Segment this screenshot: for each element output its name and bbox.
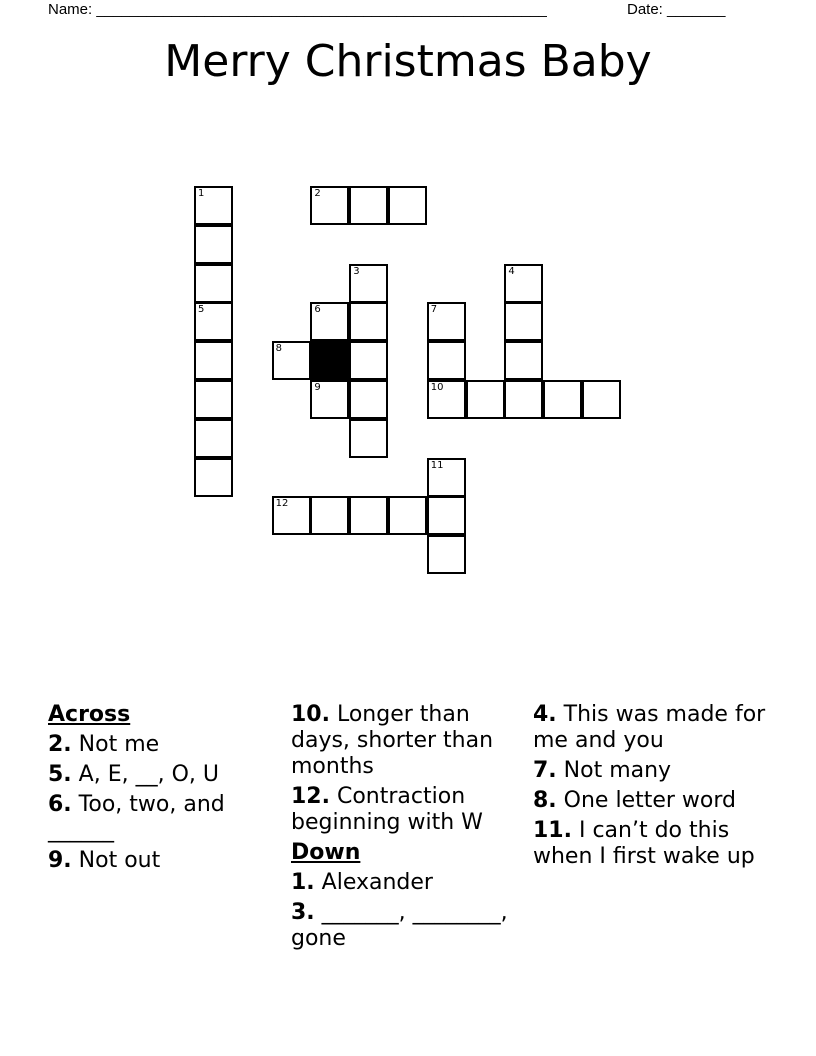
clue-down-7: 7. Not many <box>533 758 672 783</box>
clue-down-4: 4. This was made for me and you <box>533 702 766 753</box>
date-field-label: Date: _______ <box>627 1 726 18</box>
grid-cell[interactable] <box>194 186 233 225</box>
grid-cell[interactable] <box>194 380 233 419</box>
clue-number: 1 <box>198 188 205 199</box>
clue-number: 3 <box>353 265 360 277</box>
down-heading: Down <box>291 840 361 865</box>
clue-number: 5 <box>198 304 205 316</box>
clue-across-12: 12. Contraction beginning with W <box>291 784 483 835</box>
grid-cell[interactable] <box>427 458 466 497</box>
grid-cell[interactable] <box>272 496 311 535</box>
grid-cell[interactable] <box>349 419 388 458</box>
grid-cell[interactable] <box>272 341 311 380</box>
clue-number: 2 <box>314 188 321 199</box>
grid-cell[interactable] <box>427 302 466 341</box>
clue-across-6: 6. Too, two, and ______ <box>48 792 225 843</box>
grid-cell[interactable] <box>388 496 427 535</box>
grid-cell[interactable] <box>310 302 349 341</box>
clue-across-10: 10. Longer than days, shorter than months <box>291 702 494 779</box>
grid-cell[interactable] <box>427 496 466 535</box>
grid-cell[interactable] <box>427 535 466 574</box>
grid-cell[interactable] <box>310 186 349 225</box>
clue-number: 4 <box>508 265 515 277</box>
clue-down-11: 11. I can’t do this when I first wake up <box>533 818 755 869</box>
grid-cell[interactable] <box>349 186 388 225</box>
grid-cell[interactable] <box>194 341 233 380</box>
clues-column-1 <box>48 702 283 878</box>
clue-number: 8 <box>275 343 282 355</box>
grid-cell[interactable] <box>194 264 233 303</box>
grid-cell[interactable] <box>466 380 505 419</box>
clue-number: 11 <box>430 459 444 471</box>
grid-cell[interactable] <box>349 496 388 535</box>
clue-across-5: 5. A, E, __, O, U <box>48 762 219 787</box>
clues-column-3 <box>533 702 768 874</box>
clues-column-2 <box>291 702 526 956</box>
grid-cell[interactable] <box>349 302 388 341</box>
clue-down-1: 1. Alexander <box>291 870 433 895</box>
grid-cell[interactable] <box>310 380 349 419</box>
grid-cell[interactable] <box>504 341 543 380</box>
grid-cell[interactable] <box>310 496 349 535</box>
clue-across-9: 9. Not out <box>48 848 161 873</box>
grid-cell[interactable] <box>194 458 233 497</box>
grid-cell[interactable] <box>504 380 543 419</box>
name-field-label: Name: ______________________________________________________ <box>48 1 547 18</box>
grid-cell[interactable] <box>582 380 621 419</box>
across-heading: Across <box>48 702 131 727</box>
black-cell <box>310 341 349 380</box>
page-title: Merry Christmas Baby <box>164 36 652 87</box>
grid-cell[interactable] <box>427 380 466 419</box>
grid-cell[interactable] <box>349 264 388 303</box>
clue-number: 6 <box>314 304 321 316</box>
grid-cell[interactable] <box>504 264 543 303</box>
clue-down-8: 8. One letter word <box>533 788 737 813</box>
clue-number: 10 <box>430 382 444 393</box>
grid-cell[interactable] <box>194 302 233 341</box>
clue-down-3: 3. _______, ________, gone <box>291 900 508 951</box>
grid-cell[interactable] <box>504 302 543 341</box>
clue-number: 12 <box>275 498 289 510</box>
grid-cell[interactable] <box>388 186 427 225</box>
grid-cell[interactable] <box>349 341 388 380</box>
grid-cell[interactable] <box>194 419 233 458</box>
grid-cell[interactable] <box>427 341 466 380</box>
clue-across-2: 2. Not me <box>48 732 160 757</box>
grid-cell[interactable] <box>349 380 388 419</box>
clue-number: 7 <box>430 304 438 316</box>
grid-cell[interactable] <box>543 380 582 419</box>
grid-cell[interactable] <box>194 225 233 264</box>
clue-number: 9 <box>314 382 321 393</box>
